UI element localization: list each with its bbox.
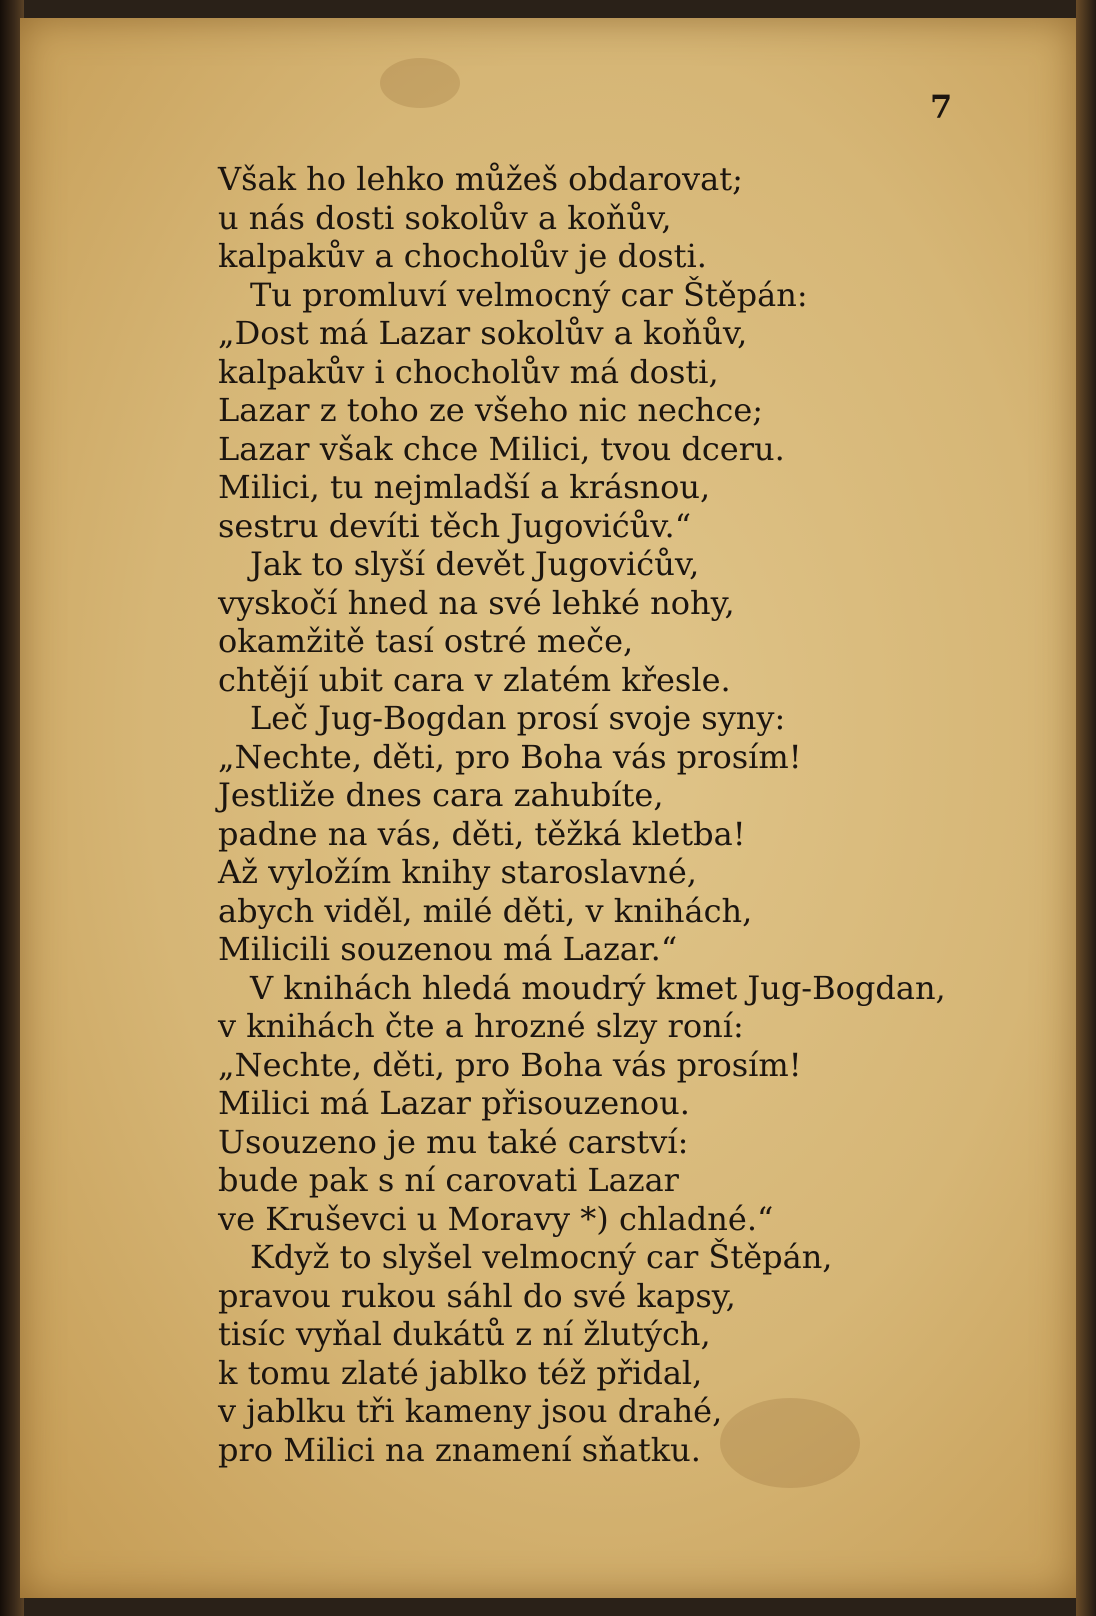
poem-line: chtějí ubit cara v zlatém křesle. [218,660,731,699]
poem-line: ve Kruševci u Moravy *) chladné.“ [218,1199,774,1238]
poem-line: bude pak s ní carovati Lazar [218,1161,679,1199]
poem-line: Jestliže dnes cara zahubíte, [218,776,664,814]
poem-line: sestru devíti těch Jugovićův.“ [218,506,692,545]
poem-line: Milici má Lazar přisouzenou. [218,1084,690,1122]
poem-line: v knihách čte a hrozné slzy roní: [218,1007,744,1045]
poem-line: Však ho lehko můžeš obdarovat; [218,160,743,198]
poem-text [218,160,1018,1469]
poem-line: Tu promluví velmocný car Štěpán: [250,275,808,314]
poem-line: Jak to slyší devět Jugovićův, [250,545,700,583]
poem-line: V knihách hledá moudrý kmet Jug-Bogdan, [250,968,946,1007]
poem-line: „Dost má Lazar sokolův a koňův, [218,314,748,352]
poem-line: Usouzeno je mu také carství: [218,1122,689,1161]
poem-line: v jablku tři kameny jsou drahé, [218,1392,723,1430]
poem-line: „Nechte, děti, pro Boha vás prosím! [218,1045,802,1084]
poem-line: Až vyložím knihy staroslavné, [218,853,697,891]
poem-line: „Nechte, děti, pro Boha vás prosím! [218,737,802,776]
poem-line: tisíc vyňal dukátů z ní žlutých, [218,1315,711,1353]
poem-line: pravou rukou sáhl do své kapsy, [218,1276,736,1315]
poem-line: vyskočí hned na své lehké nohy, [218,583,735,622]
poem-line: Když to slyšel velmocný car Štěpán, [250,1238,833,1276]
poem-line: pro Milici na znamení sňatku. [218,1430,701,1469]
poem-line: okamžitě tasí ostré meče, [218,622,634,660]
poem-line: Milicili souzenou má Lazar.“ [218,930,678,968]
page-edge [1076,0,1096,1616]
poem-line: Lazar z toho ze všeho nic nechce; [218,391,764,429]
poem-line: abych viděl, milé děti, v knihách, [218,891,753,930]
poem-line: u nás dosti sokolův a koňův, [218,198,672,237]
page-number: 7 [930,88,953,126]
paper-stain [380,58,460,108]
poem-line: k tomu zlaté jablko též přidal, [218,1353,703,1392]
poem-line: kalpakův i chocholův má dosti, [218,352,719,391]
poem-line: padne na vás, děti, těžká kletba! [218,814,746,853]
poem-line: Leč Jug-Bogdan prosí svoje syny: [250,699,786,737]
poem-line: Milici, tu nejmladší a krásnou, [218,468,711,506]
poem-line: Lazar však chce Milici, tvou dceru. [218,429,785,468]
poem-line: kalpakův a chocholův je dosti. [218,237,707,275]
